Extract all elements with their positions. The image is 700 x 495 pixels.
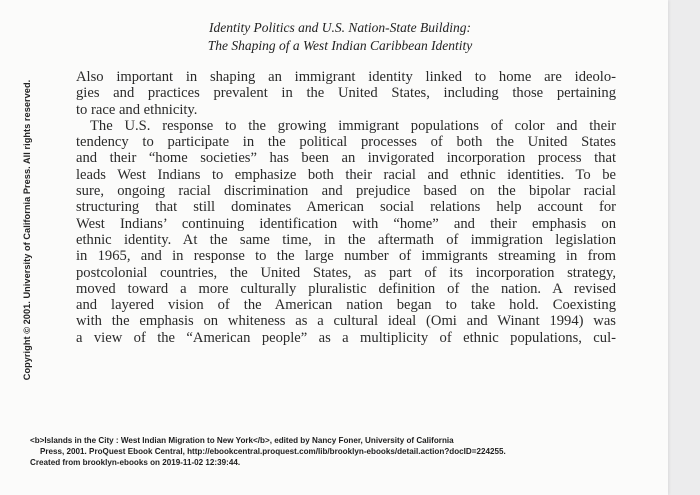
body-line: Also important in shaping an immigrant identity linked to home are ideolo- [76,69,616,85]
citation-line: Press, 2001. ProQuest Ebook Central, http://ebookcentral.proquest.com/lib/brooklyn-ebooks/detail.action?docID=224255. [40,447,506,456]
body-line: The U.S. response to the growing immigrant populations of color and their [90,117,616,134]
body-line: leads West Indians to emphasize both their racial and ethnic identities. To be [76,166,616,183]
body-line: and their “home societies” has been an invigorated incorporation process that [76,150,616,167]
body-line: gies and practices prevalent in the United States, including those pertaining [76,85,616,102]
body-line: West Indians’ continuing identification with “home” and their emphasis on [76,215,616,232]
body-line: structuring that still dominates American social relations help account for [76,199,616,216]
citation-line: <b>Islands in the City : West Indian Migration to New York</b>, edited by Nancy Foner, University of California [30,436,454,445]
body-text [76,69,616,346]
body-line: with the emphasis on whiteness as a cultural ideal (Omi and Winant 1994) was [76,313,616,330]
body-line: and layered vision of the American nation began to take hold. Coexisting [76,297,616,314]
body-line: ethnic identity. At the same time, in the aftermath of immigration legislation [76,231,616,248]
body-line: in 1965, and in response to the large number of immigrants streaming in from [76,248,616,265]
body-line: tendency to participate in the political processes of both the United States [76,134,616,151]
body-line: postcolonial countries, the United States, as part of its incorporation strategy, [76,264,616,281]
body-line: to race and ethnicity. [76,101,198,118]
running-header [120,19,560,55]
header-subtitle: The Shaping of a West Indian Caribbean Identity [207,38,473,53]
citation-line: Created from brooklyn-ebooks on 2019-11-02 12:39:44. [30,458,241,467]
header-title: Identity Politics and U.S. Nation-State Building: [208,20,472,35]
body-line: sure, ongoing racial discrimination and prejudice based on the bipolar racial [76,183,616,200]
citation-footer [30,435,630,468]
body-line: a view of the “American people” as a multiplicity of ethnic populations, cul- [76,329,616,346]
body-line: moved toward a more culturally pluralistic definition of the nation. A revised [76,280,616,297]
copyright-notice: Copyright © 2001. University of California Press. All rights reserved. [22,79,32,381]
